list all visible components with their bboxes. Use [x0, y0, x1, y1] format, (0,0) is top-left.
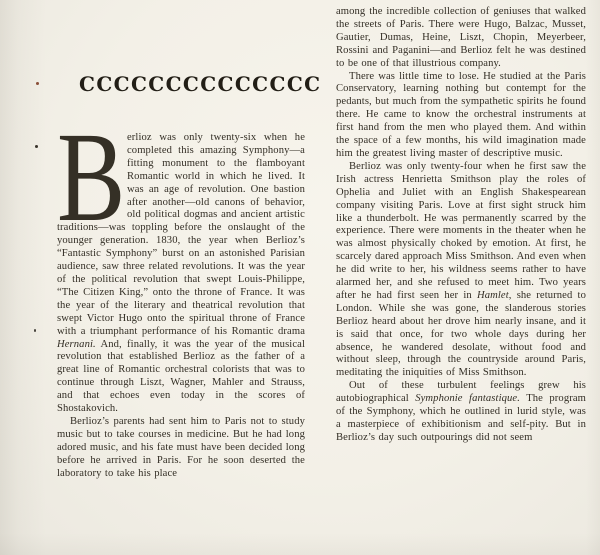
drop-cap-letter: B: [57, 106, 126, 248]
paragraph-text: [336, 161, 586, 380]
text-segment: And, finally, it was the year of the musical revolution that established Berlioz as the father of a great line of Romantic orchestral colorists that was to continue through Liszt, Wagner, Mahler and Strauss, and that echoes even today in the scores of Shostakovich.: [57, 338, 305, 415]
paragraph-text: [57, 416, 305, 481]
text-segment: Berlioz’s parents had sent him to Paris not to study music but to take courses in medicine. But he had long adored music, and his fate must have been decided long before he arrived in Paris. For he soon deserted the laboratory to take his place: [57, 415, 305, 479]
text-segment: erlioz was only twenty-six when he completed this amazing Symphony—a fitting monument to the flamboyant Romantic world in which he lived. It was an age of revolution. One bastion after another—old canons of behavior, old political dogmas and ancient artistic traditions—was toppling before the onslaught of the younger generation. 1830, the year when Berlioz’s “Fantastic Symphony” burst on an astonished Parisian audience, saw three related revolutions. It was the year of the political revolution that swept Louis-Philippe, “The Citizen King,” onto the throne of France. It was the year of the literary and theatrical revolution that swept Victor Hugo onto the spiritual throne of France with a triumphant performance of his Romantic drama: [57, 132, 305, 337]
right-text-column: [336, 6, 586, 445]
text-segment: There was little time to lose. He studied at the Paris Conservatory, learning nothing but contempt for the pedants, but much from the sympathetic spirits he found there. He came to know the orchestral instruments at first hand from the men who played them. And within the space of a few months, his wild imagination made him the greatest living master of descriptive music.: [336, 70, 586, 159]
left-text-column: [57, 106, 305, 480]
scan-speck: [35, 145, 38, 148]
italic-text-segment: Hamlet: [476, 289, 509, 301]
paragraph-text: [336, 6, 586, 71]
paragraph-text: [336, 71, 586, 161]
scan-speck: [36, 82, 39, 85]
italic-text-segment: Symphonie fantastique.: [415, 393, 520, 405]
scan-speck: [34, 329, 36, 332]
paragraph-dropcap: [57, 106, 305, 416]
text-segment: , she returned to London. While she was gone, the slanderous stories Berlioz heard about her drove him nearly insane, and it is said that once, for two whole days during her absence, he wandered desolate, without food and without sleep, through the countryside around Paris, meditating the iniquities of Miss Smithson.: [336, 289, 586, 379]
text-segment: among the incredible collection of geniuses that walked the streets of Paris. There were Hugo, Balzac, Musset, Gautier, Dumas, Heine, Liszt, Chopin, Meyerbeer, Rossini and Paganini—and Berlioz felt he was destined to be one of that illustrious company.: [336, 6, 586, 69]
paragraph-text: [336, 380, 586, 445]
decorative-ornament-row: CCCCCCCCCCCCCC: [79, 72, 322, 96]
italic-text-segment: Hernani.: [57, 338, 96, 350]
text-segment: Out of these turbulent feelings grew his autobiographical: [336, 380, 586, 405]
text-segment: The program of the Symphony, which he outlined in lurid style, was a masterpiece of exhibitionism and self-pity. But in Berlioz’s day such outpourings did not seem: [336, 393, 586, 443]
text-segment: Berlioz was only twenty-four when he first saw the Irish actress Henrietta Smithson play the roles of Ophelia and Juliet with an English Shakespearean company visiting Paris. Love at first sight struck him like a thunderbolt. He was permanently scarred by the experience. There were moments in the theater when he was almost physically choked by emotion. At first, he scarcely dared approach Miss Smithson. And even when he did write to her, his wildness seems rather to have alarmed her, and she refused to meet him. Two years after he had first seen her in: [336, 160, 586, 301]
